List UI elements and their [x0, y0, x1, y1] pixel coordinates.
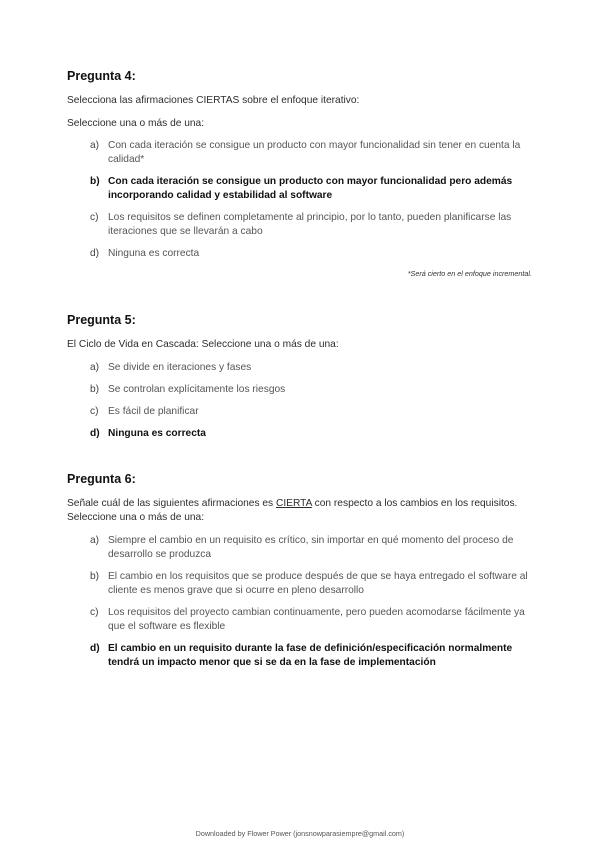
- option-letter: a): [90, 362, 100, 373]
- option-text: Con cada iteración se consigue un producto con mayor funcionalidad sin tener en cuenta la calidad*: [108, 140, 521, 165]
- question-6-stem: [67, 497, 537, 525]
- question-5: [67, 313, 537, 449]
- option-text: Se divide en iteraciones y fases: [108, 362, 252, 373]
- option-6b: [67, 570, 537, 598]
- option-letter: a): [90, 140, 100, 151]
- option-text: El cambio en un requisito durante la fase de definición/especificación normalmente tendrá un impacto menor que si se da en la fase de implementación: [108, 643, 513, 668]
- option-6a: [67, 534, 537, 562]
- option-letter: b): [90, 571, 100, 582]
- stem-emphasis: CIERTA: [275, 498, 312, 509]
- option-4c: [67, 211, 537, 239]
- option-5b: [67, 383, 537, 397]
- option-text: Ninguna es correcta: [108, 428, 206, 439]
- option-5a: [67, 361, 537, 375]
- option-letter: b): [90, 176, 100, 187]
- option-6c: [67, 606, 537, 634]
- option-text: Los requisitos del proyecto cambian continuamente, pero pueden acomodarse fácilmente ya que el software es flexible: [108, 607, 525, 632]
- option-text: Ninguna es correcta: [108, 248, 200, 259]
- option-4a: [67, 139, 537, 167]
- option-letter: c): [90, 406, 99, 417]
- download-footer: Downloaded by Flower Power (jonsnowparasiempre@gmail.com): [195, 829, 405, 838]
- stem-text: con respecto a los cambios en los requisitos. Seleccione una o más de una:: [67, 498, 518, 523]
- option-letter: c): [90, 212, 99, 223]
- question-6-options: [67, 534, 537, 670]
- question-4: [67, 69, 537, 278]
- question-4-title: Pregunta 4:: [67, 69, 136, 83]
- option-4d: [67, 247, 537, 261]
- question-4-options: [67, 139, 537, 261]
- question-4-instruction: Seleccione una o más de una:: [67, 118, 205, 129]
- option-text: Es fácil de planificar: [108, 406, 199, 417]
- stem-text: Señale cuál de las siguientes afirmaciones es: [67, 498, 276, 509]
- option-4b-correct: [67, 175, 537, 203]
- option-6d-correct: [67, 642, 537, 670]
- option-letter: b): [90, 384, 100, 395]
- option-5d-correct: [67, 427, 537, 441]
- option-5c: [67, 405, 537, 419]
- question-4-stem: Selecciona las afirmaciones CIERTAS sobre el enfoque iterativo:: [67, 95, 360, 106]
- question-4-note: *Será cierto en el enfoque incremental.: [407, 269, 532, 278]
- option-text: Con cada iteración se consigue un producto con mayor funcionalidad pero además incorporando calidad y estabilidad al software: [108, 176, 513, 201]
- question-5-stem: El Ciclo de Vida en Cascada: Seleccione una o más de una:: [67, 339, 339, 350]
- question-6-title: Pregunta 6:: [67, 472, 136, 486]
- option-letter: a): [90, 535, 100, 546]
- option-letter: d): [90, 428, 100, 439]
- option-text: Siempre el cambio en un requisito es crítico, sin importar en qué momento del proceso de desarrollo se produzca: [108, 535, 514, 560]
- question-5-title: Pregunta 5:: [67, 313, 136, 327]
- question-6: [67, 472, 537, 678]
- option-letter: d): [90, 643, 100, 654]
- option-letter: d): [90, 248, 100, 259]
- question-5-options: [67, 361, 537, 441]
- option-text: El cambio en los requisitos que se produce después de que se haya entregado el software al cliente es menos grave que si ocurre en pleno desarrollo: [108, 571, 528, 596]
- option-text: Los requisitos se definen completamente al principio, por lo tanto, pueden planificarse las iteraciones que se llevarán a cabo: [108, 212, 512, 237]
- option-letter: c): [90, 607, 99, 618]
- option-text: Se controlan explícitamente los riesgos: [108, 384, 286, 395]
